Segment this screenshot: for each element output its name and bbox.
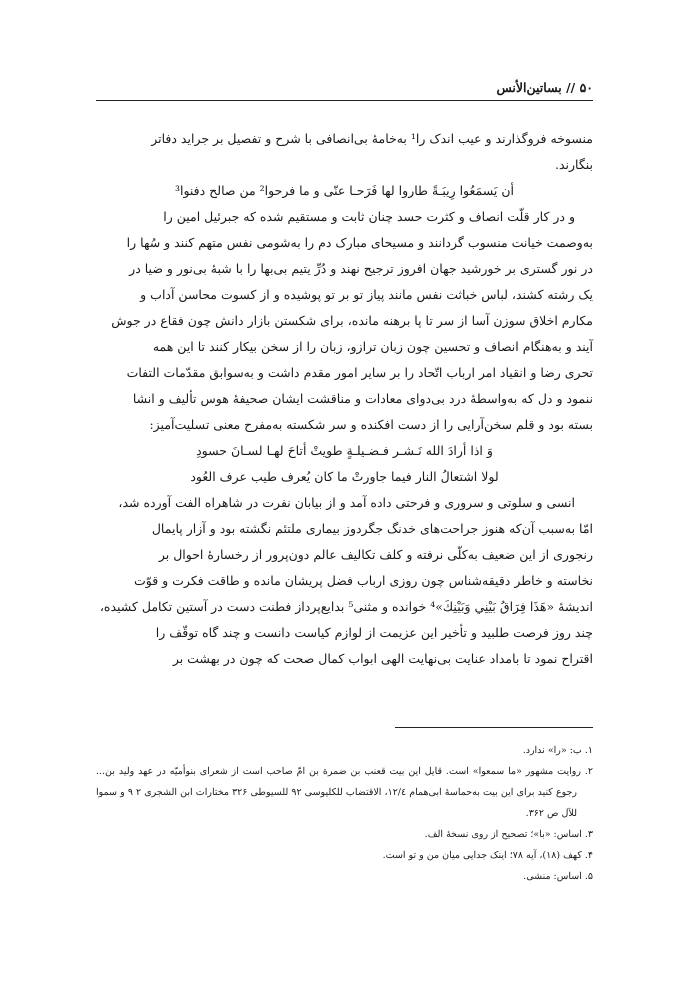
footnote: ۳. اساس: «با»؛ تصحیح از روی نسخهٔ الف. xyxy=(424,829,593,840)
footnote: ۲. روایت مشهور «ما سمعوا» است. قایل این بیت قعنب بن ضمرة بن امّ صاحب است از شعرای بنوأمیّه در عهد ولید بن... رجوع کنید برای این بیت به‌حماسهٔ ابی‌همام ۱۲/٤، الاقتضاب للکلیوسی ۹۲ للسیوطی ۳۲۶ مختارات ابن الشجری ۲ ۹ و سموا للآل ص ۳۶۲. xyxy=(96,766,593,819)
paragraph-line: نخاسته و خاطر دقیقه‌شناس چون روزی ارباب فضل پریشان مانده و طاقت فکرت و قوّت xyxy=(133,573,593,588)
paragraph-line: به‌وصمت خیانت منسوب گردانند و مسیحای مبارک دم را به‌شومی نفس متهم کنند و سُها را xyxy=(126,235,593,250)
paragraph-line: منسوخه فروگذارند و عیب اندک را¹ به‌خامهٔ بی‌انصافی با شرح و تفصیل بر جراید دفاتر xyxy=(151,131,593,146)
paragraph-line: بنگارند. xyxy=(554,157,593,172)
footnote: ۵. اساس: منشی. xyxy=(523,871,593,882)
verse-line: أن یَسمَعُوا رِیبَـةً طاروا لها فَرَحـا عنّی و ما فرحوا² من صالح دفنوا³ xyxy=(174,183,515,198)
header-title: ۵۰ // بساتین‌الأنس xyxy=(496,80,593,95)
footnote: ۱. ب: «را» ندارد. xyxy=(522,745,593,756)
paragraph-line: و در کار قلّت انصاف و کثرت حسد چنان ثابت و مستقیم شده که جبرئیل امین را xyxy=(163,209,575,224)
paragraph-line: انسی و سلوتی و سروری و فرحتی داده آمد و از بیابان نفرت در شاهراه الفت آورده شد، xyxy=(118,495,575,510)
verse-line: لولا اشتعالُ النار فیما جاورتْ ما کان یُعرف طیب عرف العُود xyxy=(190,469,499,484)
paragraph-line: تحری رضا و انقیاد امر ارباب اتّحاد را بر سایر امور مقدم داشت و به‌سوابق مقدّمات التفات xyxy=(126,365,593,380)
paragraph-line: بسته بود و قلم سخن‌آرایی را از دست افکنده و سر شکسته به‌مفرح معنی تسلیت‌آمیز: xyxy=(149,417,593,432)
paragraph-line: یک رشته کشند، لباس خباثت نفس مانند پیاز تو بر تو پوشیده و از کسوت محاسن آداب و xyxy=(140,287,593,302)
paragraph-line: اقتراح نمود تا بامداد عنایت بی‌نهایت الهی ابواب کمال صحت که چون در بهشت بر xyxy=(172,651,593,666)
footnotes xyxy=(96,740,593,887)
paragraph-line: در نور گستری بر خورشید جهان افروز ترجیح نهند و دُرِّ یتیم بی‌بها را با شبهٔ بی‌نور و ضیا در xyxy=(129,261,593,276)
footnote: ۴. کهف (۱۸)، آیه ۷۸؛ اینک جدایی میان من و تو است. xyxy=(382,850,593,861)
main-text xyxy=(96,126,593,672)
paragraph-line: امّا به‌سبب آن‌که هنوز جراحت‌های خدنگ جگردوز بیماری ملتئم نگشته بود و آزار پایمال xyxy=(151,521,593,536)
paragraph-line: رنجوری از این ضعیف به‌کلّی نرفته و کلف تکالیف عالم دون‌پرور از رخسارهٔ احوال بر xyxy=(158,547,593,562)
paragraph-line: ننمود و دل که به‌واسطهٔ درد بی‌دوای معادات و مناقشت ایشان صحیفهٔ هوس تألیف و انشا xyxy=(132,391,593,406)
paragraph-line: مکارم اخلاق سوزن آسا از سر تا پا برهنه مانده، برای شکستن بازار دانش چون فقاع در جوش xyxy=(111,313,593,328)
paragraph-line: چند روز فرصت طلبید و تأخیر این عزیمت از لوازم کیاست دانست و چند گاه توقّف را xyxy=(155,625,593,640)
footnote-divider xyxy=(395,727,593,728)
running-header xyxy=(96,78,593,101)
paragraph-line: اندیشهٔ «هَذَا فِرَاقُ بَيْنِي وَبَيْنِكَ»⁴ خوانده و مثنی⁵ بدایع‌پرداز فطنت دست در آستین تکامل کشیده، xyxy=(99,599,593,614)
paragraph-line: آیند و به‌هنگام انصاف و تحسین چون زبان ترازو، زبان را از سخن بیکار کنند تا این همه xyxy=(152,339,593,354)
verse-line: وَ اذا أرادَ الله نَـشـر فـضـیلـةٍ طویتْ أتاحَ لهـا لسـانَ حسودِ xyxy=(196,443,493,458)
